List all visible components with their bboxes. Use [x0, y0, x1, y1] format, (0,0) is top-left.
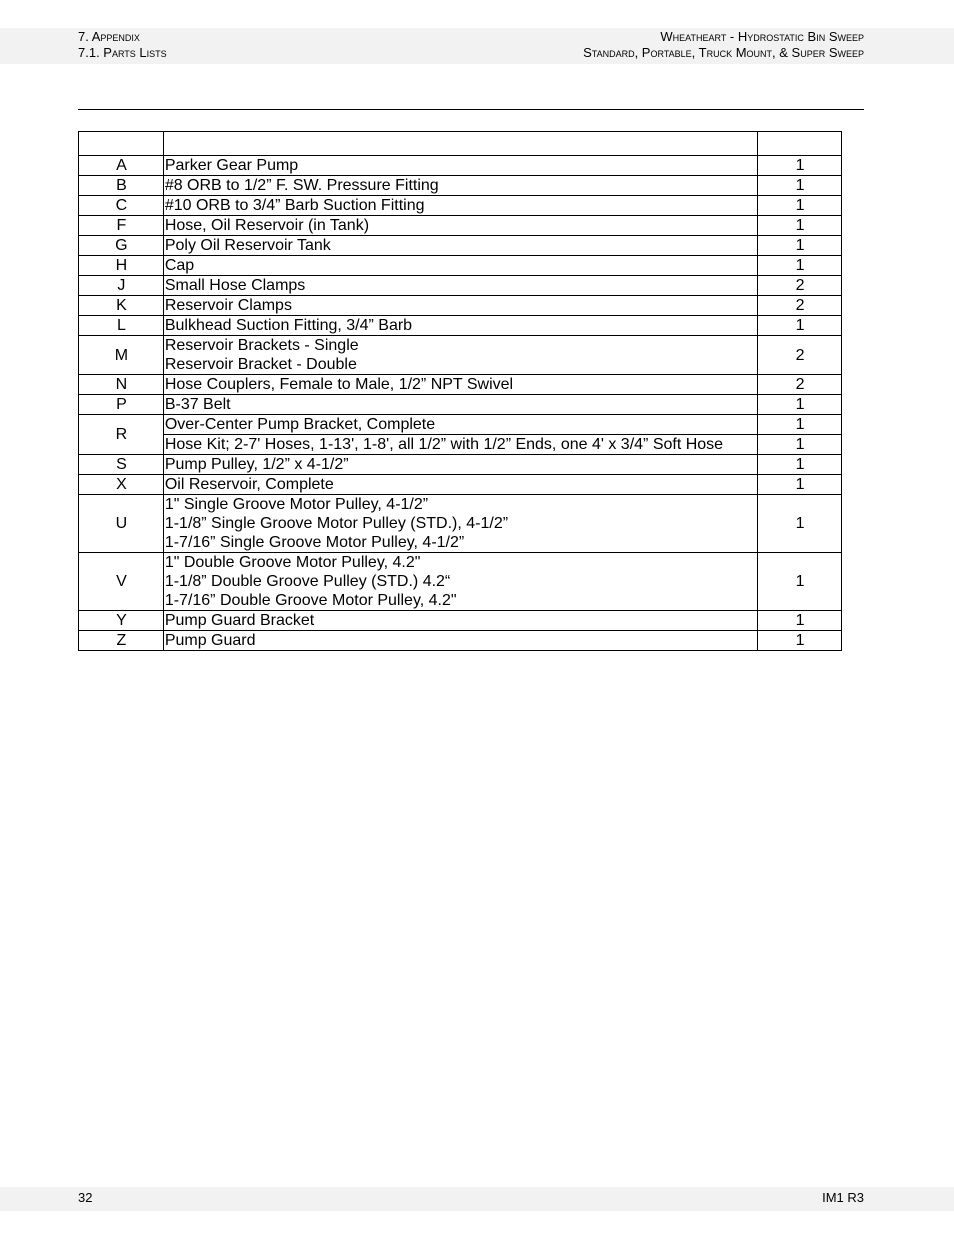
table-row [79, 415, 842, 435]
page-number: 32 [78, 1190, 93, 1205]
header-cell-quantity [758, 132, 842, 156]
part-description-cell [163, 435, 757, 455]
section-title: 7.1. Parts Lists [78, 45, 167, 60]
part-quantity-cell: 1 [758, 631, 842, 651]
part-description-cell [163, 631, 757, 651]
part-letter-cell: F [79, 216, 164, 236]
part-description-cell [163, 256, 757, 276]
part-letter-cell: C [79, 196, 164, 216]
part-quantity-cell: 2 [758, 336, 842, 375]
part-quantity-cell: 1 [758, 435, 842, 455]
table-row [79, 336, 842, 375]
part-description-line: Cap [164, 257, 195, 274]
parts-table-body [79, 156, 842, 651]
table-row [79, 296, 842, 316]
part-quantity-cell: 2 [758, 276, 842, 296]
part-letter-cell: N [79, 375, 164, 395]
table-row [79, 256, 842, 276]
part-description-cell [163, 196, 757, 216]
header-cell-description [163, 132, 757, 156]
part-description-line: Reservoir Clamps [164, 297, 292, 314]
part-quantity-cell: 1 [758, 176, 842, 196]
part-description-line: 1-7/16” Single Groove Motor Pulley, 4-1/2” [164, 534, 465, 551]
page-header [0, 28, 954, 64]
part-description-line: #10 ORB to 3/4” Barb Suction Fitting [164, 197, 425, 214]
part-description-cell [163, 236, 757, 256]
part-description-cell [163, 475, 757, 495]
table-row [79, 495, 842, 553]
part-description-cell [163, 611, 757, 631]
part-description-cell [163, 176, 757, 196]
part-description-cell [163, 495, 757, 553]
part-letter-cell: S [79, 455, 164, 475]
part-quantity-cell: 2 [758, 375, 842, 395]
part-description-line: Pump Guard [164, 632, 256, 649]
part-letter-cell: Y [79, 611, 164, 631]
part-quantity-cell: 1 [758, 495, 842, 553]
part-description-line: 1-1/8” Single Groove Motor Pulley (STD.), 4-1/2” [164, 515, 509, 532]
part-description-line: Pump Pulley, 1/2” x 4-1/2” [164, 456, 349, 473]
table-row [79, 435, 842, 455]
part-description-line: Bulkhead Suction Fitting, 3/4” Barb [164, 317, 413, 334]
part-quantity-cell: 2 [758, 296, 842, 316]
part-letter-cell: B [79, 176, 164, 196]
part-quantity-cell: 1 [758, 415, 842, 435]
part-description-line: Parker Gear Pump [164, 157, 299, 174]
part-quantity-cell: 1 [758, 256, 842, 276]
part-description-line: 1-1/8” Double Groove Pulley (STD.) 4.2“ [164, 573, 451, 590]
part-description-line: 1" Double Groove Motor Pulley, 4.2" [164, 554, 421, 571]
page-footer [0, 1187, 954, 1211]
part-description-cell [163, 455, 757, 475]
part-description-cell [163, 296, 757, 316]
section-breadcrumb [78, 29, 167, 61]
table-row [79, 631, 842, 651]
table-row [79, 611, 842, 631]
chapter-title: 7. Appendix [78, 29, 140, 44]
part-description-line: Hose Couplers, Female to Male, 1/2” NPT Swivel [164, 376, 514, 393]
part-description-cell [163, 316, 757, 336]
product-models: Standard, Portable, Truck Mount, & Super Sweep [583, 45, 864, 60]
part-letter-cell: J [79, 276, 164, 296]
part-description-cell [163, 156, 757, 176]
table-row [79, 196, 842, 216]
part-description-cell [163, 415, 757, 435]
part-description-line: Pump Guard Bracket [164, 612, 315, 629]
part-quantity-cell: 1 [758, 236, 842, 256]
table-row [79, 236, 842, 256]
part-description-line: Small Hose Clamps [164, 277, 306, 294]
table-header-row [79, 132, 842, 156]
table-row [79, 395, 842, 415]
part-quantity-cell: 1 [758, 316, 842, 336]
table-row [79, 375, 842, 395]
table-row [79, 553, 842, 611]
part-quantity-cell: 1 [758, 553, 842, 611]
part-description-line: Oil Reservoir, Complete [164, 476, 334, 493]
part-quantity-cell: 1 [758, 196, 842, 216]
part-description-line: 1" Single Groove Motor Pulley, 4-1/2” [164, 496, 429, 513]
part-quantity-cell: 1 [758, 216, 842, 236]
part-quantity-cell: 1 [758, 455, 842, 475]
part-description-cell [163, 553, 757, 611]
table-row [79, 455, 842, 475]
table-row [79, 475, 842, 495]
part-letter-cell: P [79, 395, 164, 415]
part-description-line: Poly Oil Reservoir Tank [164, 237, 331, 254]
part-description-line: Hose Kit; 2-7' Hoses, 1-13', 1-8', all 1/2” with 1/2” Ends, one 4' x 3/4” Soft Hose [164, 436, 724, 453]
part-letter-cell: Z [79, 631, 164, 651]
part-description-cell [163, 336, 757, 375]
part-description-line: Over-Center Pump Bracket, Complete [164, 416, 436, 433]
table-row [79, 176, 842, 196]
part-quantity-cell: 1 [758, 156, 842, 176]
part-description-cell [163, 276, 757, 296]
part-letter-cell: G [79, 236, 164, 256]
part-description-line: 1-7/16” Double Groove Motor Pulley, 4.2" [164, 592, 457, 609]
part-letter-cell: M [79, 336, 164, 375]
part-description-line: Reservoir Brackets - Single [164, 337, 359, 354]
document-title [583, 29, 864, 61]
parts-table [78, 131, 842, 651]
document-code: IM1 R3 [822, 1190, 864, 1205]
part-letter-cell: A [79, 156, 164, 176]
part-description-line: #8 ORB to 1/2” F. SW. Pressure Fitting [164, 177, 439, 194]
horizontal-rule [78, 109, 864, 110]
part-letter-cell: L [79, 316, 164, 336]
part-description-line: Reservoir Bracket - Double [164, 356, 357, 373]
table-row [79, 316, 842, 336]
part-quantity-cell: 1 [758, 611, 842, 631]
header-cell-letter [79, 132, 164, 156]
part-quantity-cell: 1 [758, 395, 842, 415]
part-description-cell [163, 216, 757, 236]
part-description-line: B-37 Belt [164, 396, 231, 413]
part-description-line: Hose, Oil Reservoir (in Tank) [164, 217, 370, 234]
part-quantity-cell: 1 [758, 475, 842, 495]
table-row [79, 216, 842, 236]
part-letter-cell: U [79, 495, 164, 553]
table-row [79, 156, 842, 176]
part-letter-cell: X [79, 475, 164, 495]
table-row [79, 276, 842, 296]
part-letter-cell: K [79, 296, 164, 316]
part-letter-cell: V [79, 553, 164, 611]
part-letter-cell: H [79, 256, 164, 276]
part-letter-cell: R [79, 415, 164, 455]
product-title: Wheatheart - Hydrostatic Bin Sweep [660, 29, 864, 44]
part-description-cell [163, 375, 757, 395]
part-description-cell [163, 395, 757, 415]
